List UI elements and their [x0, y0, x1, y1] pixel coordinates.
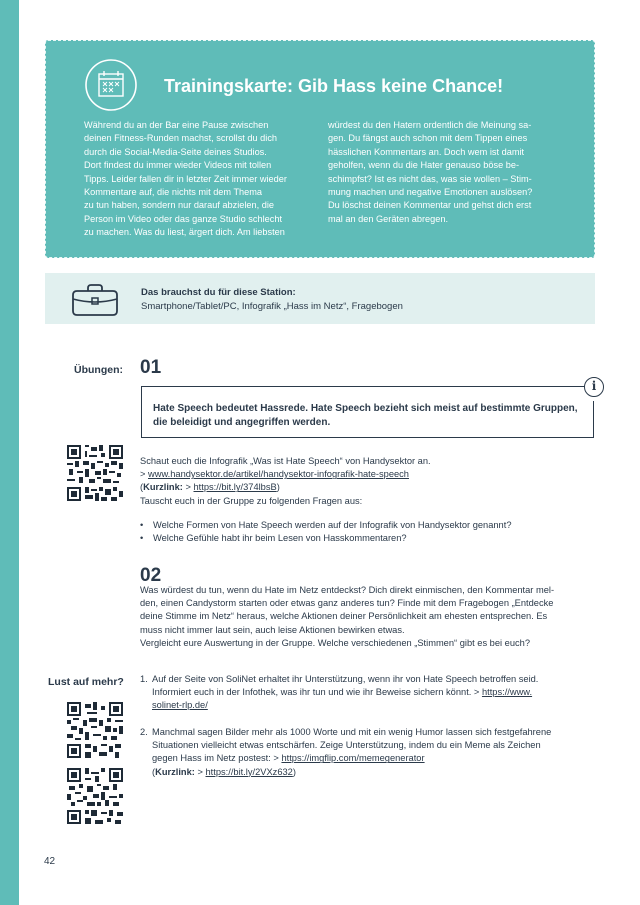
more-item-2: 2. Manchmal sagen Bilder mehr als 1000 Worte und mit ein wenig Humor lassen sich festgefahrene Situationen vielleicht etwas entschärfen. Zeige Unterstützung, indem du ein Meme als Zeichen gegen Hass im Netz postest: > https://imgflip.com/memegenerator (Kurzlink: > https://bit.ly/2VXz632)	[140, 727, 552, 777]
solinet-link-part-2[interactable]: solinet-rlp.de/	[152, 700, 208, 711]
station-requirements	[45, 273, 595, 324]
qr-code-icon	[67, 445, 123, 501]
short-link-1[interactable]: https://bit.ly/374lbsB	[193, 482, 277, 493]
training-card	[45, 40, 595, 258]
group-task: Tauscht euch in der Gruppe zu folgenden Fragen aus:	[140, 495, 363, 506]
page-number: 42	[44, 856, 56, 867]
calendar-icon	[84, 58, 138, 112]
short-link-2[interactable]: https://bit.ly/2VXz632	[205, 766, 293, 777]
exercise-number-02: 02	[140, 565, 162, 586]
info-text: Hate Speech bedeutet Hassrede. Hate Speech bezieht sich meist auf bestimmte Gruppen, die beleidigt und angegriffen werden.	[153, 403, 578, 428]
info-box	[141, 386, 594, 438]
card-text-right: würdest du den Hatern ordentlich die Meinung sa- gen. Du fängst auch schon mit dem Tippen eines hässlichen Kommentars an. Doch wem ist damit geholfen, wenn du die Hater genauso böse be- schimpfst? Ist es nicht das, was sie wollen – Stim- mung machen und negative Emotionen auslösen? Du löschst deinen Kommentar und gehst dich erst mal an den Geräten abregen.	[328, 120, 533, 224]
solinet-link-part-1[interactable]: https://www.	[481, 687, 533, 698]
list-item: • Welche Gefühle habt ihr beim Lesen von Hasskommentaren?	[140, 532, 511, 545]
qr-code-icon	[67, 768, 123, 824]
exercise-1-text: Schaut euch die Infografik „Was ist Hate Speech“ von Handysektor an. > www.handysektor.de/artikel/handysektor-infografik-hate-speech (Kurzlink: > https://bit.ly/374lbsB) Tauscht euch in der Gruppe zu folgenden Fragen aus:	[140, 456, 431, 506]
exercise-2-text: Was würdest du tun, wenn du Hate im Netz entdeckst? Dich direkt einmischen, den Kommentar mel- den, einen Candystorm starten oder etwas ganz anderes tun? Finde mit dem Fragebogen „Entdecke deine Stimme im Netz“ heraus, welche Aktionen deiner Persönlichkeit am ehesten entsprechen. Es muss nicht immer laut sein, auch leise Aktionen bewirken etwas. Vergleicht eure Auswertung in der Gruppe. Welche verschiedenen „Stimmen“ gibt es bei euch?	[140, 585, 555, 648]
card-title: Trainingskarte: Gib Hass keine Chance!	[164, 76, 504, 96]
imgflip-link[interactable]: https://imgflip.com/memegenerator	[281, 753, 425, 764]
qr-code-icon	[67, 702, 123, 758]
station-materials: Smartphone/Tablet/PC, Infografik „Hass im Netz“, Fragebogen	[141, 301, 403, 312]
more-item-1: 1. Auf der Seite von SoliNet erhaltet ihr Unterstützung, wenn ihr von Hate Speech betroffen seid. Informiert euch in der Infothek, was ihr tun und wie ihr Beweise sichern könnt. > https://www. solinet-rlp.de/	[140, 674, 539, 711]
infographic-intro: Schaut euch die Infografik „Was ist Hate Speech“ von Handysektor an.	[140, 456, 431, 466]
exercise-number-01: 01	[140, 357, 162, 378]
station-title: Das brauchst du für diese Station:	[141, 287, 296, 298]
handysektor-link[interactable]: www.handysektor.de/artikel/handysektor-infografik-hate-speech	[148, 469, 409, 480]
exercises-label: Übungen:	[74, 364, 123, 376]
card-text-left: Während du an der Bar eine Pause zwischen deinen Fitness-Runden machst, scrollst du dich durch die Social-Media-Seite deines Studios. Dort findest du immer wieder Videos mit tollen Tipps. Leider fallen dir in letzter Zeit immer wieder Kommentare auf, die nichts mit dem Thema zu tun haben, sondern nur darauf abzielen, die Person im Video oder das ganze Studio schlecht zu machen. Was du liest, ärgert dich. Am liebsten	[84, 120, 287, 238]
list-item: • Welche Formen von Hate Speech werden auf der Infografik von Handysektor genannt?	[140, 519, 511, 532]
side-color-bar	[0, 0, 19, 905]
question-list	[140, 519, 511, 545]
info-icon: i	[584, 377, 604, 397]
bag-icon	[71, 283, 119, 317]
more-label: Lust auf mehr?	[48, 676, 124, 688]
